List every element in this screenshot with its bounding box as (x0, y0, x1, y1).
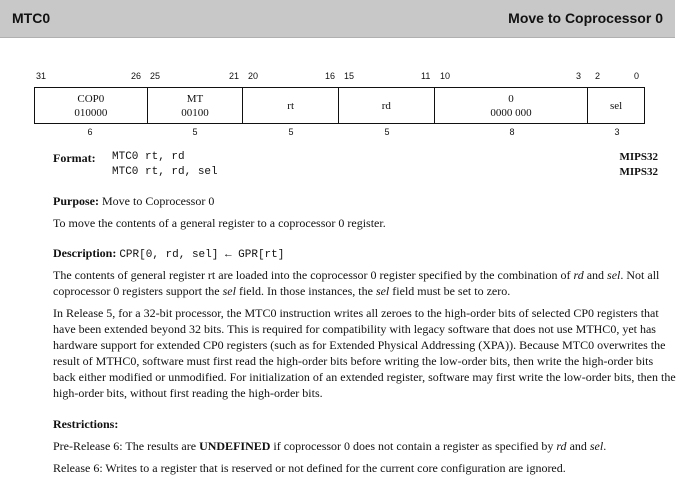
field-name: rd (381, 99, 391, 112)
description-paragraph-2: In Release 5, for a 32-bit processor, the MTC0 instruction writes all zeroes to the high-order bits of selected CP0 registers that have been extended beyond 32 bits. This is required for compatibility with legacy software that does not use MTHC0, yet has hardware support for extended CP0 registers (such as for Extended Physical Addressing (XPA)). Because MTC0 overwrites the result of MTHC0, software must first read the high-order bits before writing the low-order bits, then write the high-order bits back either modified or unmodified. For initialization of an extended register, software may first write the low-order bits, then the high-order bits, without first reading the high-order bits. (53, 306, 676, 400)
field-zero (435, 88, 589, 123)
description-heading (53, 245, 678, 263)
text-run: Pre-Release 6: The results are (53, 439, 200, 453)
bit-number: 31 (36, 71, 47, 81)
restrictions-paragraph-2: Release 6: Writes to a register that is reserved or not defined for the current core configuration are ignored. (53, 461, 566, 475)
restrictions-heading: Restrictions: (53, 417, 119, 431)
text-run: rd (573, 268, 584, 282)
field-name: MT (186, 92, 204, 105)
bit-number: 21 (229, 71, 240, 81)
bit-number: 0 (634, 71, 640, 81)
text-run: sel (375, 284, 390, 298)
field-width: 5 (192, 127, 198, 137)
instruction-mnemonic: MTC0 (12, 10, 51, 26)
text-run: . Not all coprocessor 0 registers support the (53, 268, 660, 298)
text-run: field must be set to zero. (389, 284, 511, 298)
field-rt (243, 88, 339, 123)
field-sel (588, 88, 644, 123)
field-width: 5 (384, 127, 390, 137)
text-run: sel (607, 268, 621, 282)
description-label: Description: (53, 246, 117, 260)
bit-number: 20 (248, 71, 259, 81)
purpose-text: Move to Coprocessor 0 (102, 194, 215, 208)
bit-number: 16 (325, 71, 336, 81)
text-run: field. In those instances, the (235, 284, 376, 298)
field-name: rt (287, 99, 295, 112)
format-label: Format: (53, 151, 96, 165)
purpose-heading (53, 193, 678, 209)
bit-number: 3 (576, 71, 582, 81)
field-cop0 (35, 88, 148, 123)
field-width: 3 (614, 127, 620, 137)
field-value: 010000 (74, 106, 108, 119)
purpose-description: To move the contents of a general register to a coprocessor 0 register. (53, 216, 386, 230)
format-syntax: MTC0 rt, rd (112, 151, 185, 163)
text-run: rd (556, 439, 567, 453)
text-run: The contents of general register rt are loaded into the coprocessor 0 register specified by the combination of (53, 268, 574, 282)
field-value: 00100 (181, 106, 209, 119)
field-width: 5 (288, 127, 294, 137)
text-run: sel (589, 439, 604, 453)
text-run: and (566, 439, 590, 453)
bit-number: 11 (421, 71, 431, 81)
field-name: sel (609, 99, 623, 112)
text-run: sel (222, 284, 236, 298)
bit-number: 26 (131, 71, 142, 81)
text-run: and (583, 268, 608, 282)
architecture-label: MIPS32 (619, 166, 658, 178)
purpose-label: Purpose: (53, 194, 99, 208)
bit-number: 10 (440, 71, 451, 81)
field-name: 0 (508, 92, 514, 105)
text-run: . (603, 439, 607, 453)
field-value: 0000 000 (490, 106, 532, 119)
restrictions-paragraph-1 (53, 438, 678, 454)
field-width: 6 (87, 127, 93, 137)
bit-number: 15 (344, 71, 355, 81)
description-paragraph-1 (53, 267, 678, 299)
text-run: if coprocessor 0 does not contain a register as specified by (270, 439, 557, 453)
field-name: COP0 (77, 92, 105, 105)
instruction-header (0, 0, 675, 38)
instruction-title: Move to Coprocessor 0 (508, 10, 663, 26)
format-syntax: MTC0 rt, rd, sel (112, 166, 218, 178)
field-rd (339, 88, 435, 123)
description-operation: CPR[0, rd, sel] ← GPR[rt] (119, 249, 285, 261)
instruction-encoding (34, 87, 645, 124)
field-width: 8 (509, 127, 515, 137)
bit-number: 2 (595, 71, 601, 81)
field-mt (148, 88, 244, 123)
bit-number: 25 (150, 71, 161, 81)
text-run: UNDEFINED (199, 439, 271, 453)
architecture-label: MIPS32 (619, 151, 658, 163)
